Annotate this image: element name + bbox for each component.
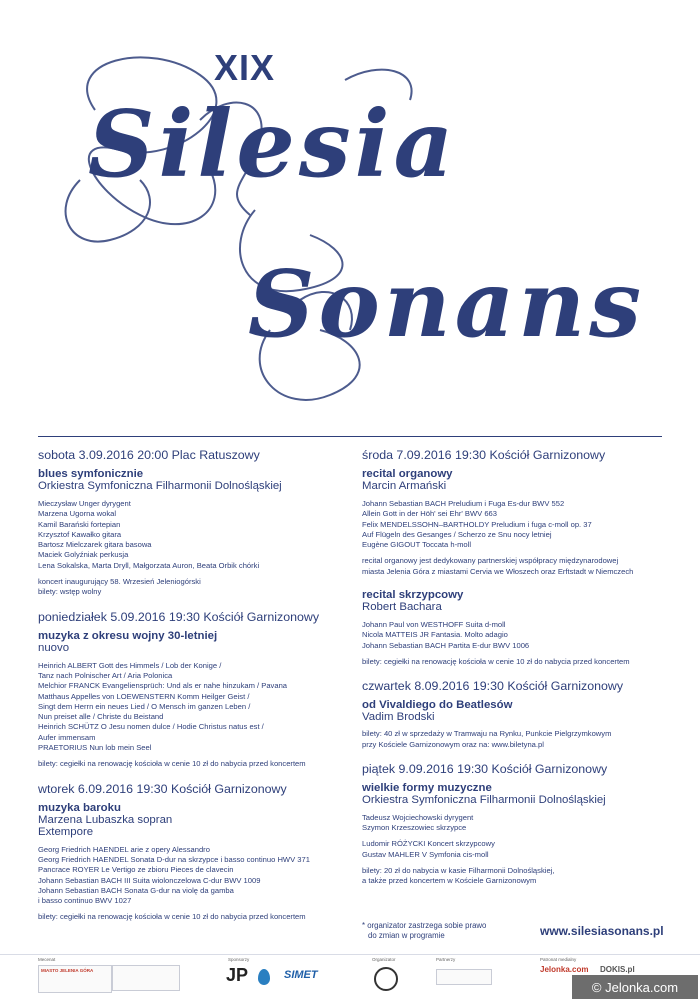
program-line: Johann Sebastian BACH Preludium i Fuga Es-dur BWV 552: [362, 499, 565, 508]
event-note: recital organowy jest dedykowany partnerskiej współpracy międzynarodowej: [362, 556, 619, 566]
event-title: blues symfonicznie: [38, 468, 144, 480]
program-line: Mieczysław Unger dyrygent: [38, 499, 131, 508]
program-list: [362, 813, 672, 860]
program-column-right: [362, 448, 672, 899]
footnote-line: do zmian w programie: [368, 931, 445, 940]
event-note: a także przed koncertem w Kościele Garnizonowym: [362, 876, 537, 886]
event-date-venue: środa 7.09.2016 19:30 Kościół Garnizonowy: [362, 448, 606, 462]
event-title: muzyka baroku: [38, 801, 121, 814]
program-line: Johann Sebastian BACH Partita E-dur BWV 1006: [362, 640, 530, 650]
event-performer: Vadim Brodski: [362, 711, 435, 724]
partner-logos: [436, 969, 492, 985]
program-line: Tadeusz Wojciechowski dyrygent: [362, 812, 474, 822]
event-performer: Marzena Lubaszka sopran: [38, 813, 173, 826]
program-line: Singt dem Herrn ein neues Lied / O Mensch im ganzen Leben /: [38, 701, 251, 711]
simet-logo: SIMET: [284, 969, 318, 981]
program-line: Melchior FRANCK Evangeliensprüch: Und als er nahe hinzukam / Pavana: [38, 681, 288, 691]
event-note: bilety: cegiełki na renowację kościoła w cenie 10 zł do nabycia przed koncertem: [38, 912, 306, 922]
event-note: bilety: 20 zł do nabycia w kasie Filharmonii Dolnośląskiej,: [362, 866, 555, 876]
event-title: muzyka z okresu wojny 30-letniej: [38, 629, 218, 642]
partner-logo: [112, 965, 180, 991]
program-line: Johann Sebastian BACH Sonata G-dur na violę da gamba: [38, 885, 234, 895]
program-line: Eugène GIGOUT Toccata h-moll: [362, 540, 472, 550]
festival-title-line1: Silesia: [88, 90, 458, 198]
festival-header: [0, 0, 700, 430]
program-column-left: [38, 448, 348, 935]
program-line: Gustav MAHLER V Symfonia cis-moll: [362, 849, 489, 859]
program-line: Bartosz Mielczarek gitara basowa: [38, 540, 152, 550]
program-line: Kamil Barański fortepian: [38, 519, 121, 529]
jp-logo: JP: [226, 965, 249, 985]
program-line: Auf Flügeln des Gesanges / Scherzo ze Snu nocy letniej: [362, 529, 552, 539]
divider: [38, 436, 662, 437]
event: [38, 448, 348, 598]
program-line: Georg Friedrich HAENDEL Sonata D-dur na skrzypce i basso continuo HWV 371: [38, 854, 310, 864]
event-note: miasta Jelenia Góra z miastami Cervia we Włoszech oraz Erftstadt w Niemczech: [362, 566, 634, 576]
event-date-venue: wtorek 6.09.2016 19:30 Kościół Garnizonowy: [38, 781, 287, 796]
program-line: Johann Sebastian BACH III Suita wiolonczelowa C-dur BWV 1009: [38, 875, 261, 885]
program-line: Georg Friedrich HAENDEL arie z opery Alessandro: [38, 844, 210, 854]
event-date-venue: sobota 3.09.2016 20:00 Plac Ratuszowy: [38, 448, 260, 462]
footnote: [362, 921, 486, 941]
event-note: bilety: 40 zł w sprzedaży w Tramwaju na Rynku, Punkcie Pielgrzymkowym: [362, 729, 612, 739]
event: [362, 589, 672, 667]
event-performer: Orkiestra Symfoniczna Filharmonii Dolnośląskiej: [38, 480, 282, 492]
sponsor-label: Sponsorzy: [228, 957, 250, 962]
event-title: wielkie formy muzyczne: [362, 781, 492, 794]
event-title: recital skrzypcowy: [362, 589, 464, 602]
drop-icon: [258, 969, 270, 985]
event: [362, 679, 672, 750]
program-line: Matthaus Appelles von LOEWENSTERN Komm Heilger Geist /: [38, 691, 250, 701]
watermark: © Jelonka.com: [572, 975, 698, 999]
event-note: przy Kościele Garnizonowym oraz na: www.biletyna.pl: [362, 739, 544, 749]
event: [38, 610, 348, 770]
event-performer: Marcin Armański: [362, 480, 447, 492]
event-note: bilety: wstęp wolny: [38, 587, 102, 597]
website-link[interactable]: www.silesiasonans.pl: [540, 924, 664, 938]
media-logo: Jelonka.com: [540, 965, 589, 974]
edition-number: XIX: [214, 47, 276, 88]
event-date-venue: czwartek 8.09.2016 19:30 Kościół Garnizonowy: [362, 679, 624, 694]
event: [362, 762, 672, 887]
sponsor-label: Organizator: [372, 957, 396, 962]
event-performer: Robert Bachara: [362, 601, 442, 614]
program-line: Aufer immensam: [38, 732, 96, 742]
program-list: [38, 845, 348, 907]
program-line: Allein Gott in der Höh' sei Ehr' BWV 663: [362, 509, 498, 519]
city-logo-text: MIASTO JELENIA GÓRA: [41, 968, 94, 973]
program-line: Szymon Krzeszowiec skrzypce: [362, 823, 467, 833]
event-note: bilety: cegiełki na renowację kościoła w cenie 10 zł do nabycia przed koncertem: [362, 656, 630, 666]
festival-title-line2: Sonans: [248, 250, 645, 358]
sponsor-label: Partnerzy: [436, 957, 456, 962]
program-line: i basso continuo BWV 1027: [38, 896, 132, 906]
program-line: PRAETORIUS Nun lob mein Seel: [38, 743, 152, 753]
event-performer: Orkiestra Symfoniczna Filharmonii Dolnośląskiej: [362, 793, 606, 806]
event-performer: Extempore: [38, 825, 94, 838]
program-line: Felix MENDELSSOHN–BARTHOLDY Preludium i fuga c-moll op. 37: [362, 519, 592, 529]
footnote-line: * organizator zastrzega sobie prawo: [362, 921, 487, 930]
event-title: recital organowy: [362, 468, 453, 480]
event-title: od Vivaldiego do Beatlesów: [362, 699, 513, 712]
sponsor-label: Patronat medialny: [540, 957, 577, 962]
program-line: Maciek Golyźniak perkusja: [38, 550, 129, 560]
event: [362, 448, 672, 577]
program-line: Krzysztof Kawałko gitara: [38, 529, 122, 539]
organizer-crest-icon: [374, 967, 398, 991]
event: [38, 782, 348, 923]
program-line: Ludomir RÓŻYCKI Koncert skrzypcowy: [362, 839, 495, 849]
event-date-venue: poniedziałek 5.09.2016 19:30 Kościół Garnizonowy: [38, 609, 320, 624]
program-line: Nicola MATTEIS JR Fantasia. Molto adagio: [362, 630, 508, 640]
program-list: [38, 661, 348, 754]
program-line: Tanz nach Polnischer Art / Aria Polonica: [38, 670, 173, 680]
event-note: bilety: cegiełki na renowację kościoła w cenie 10 zł do nabycia przed koncertem: [38, 759, 306, 769]
program-line: Lena Sokalska, Marta Dryll, Małgorzata Auron, Beata Orbik chórki: [38, 560, 260, 570]
program-line: Heinrich SCHÜTZ O Jesu nomen dulce / Hodie Christus natus est /: [38, 722, 264, 732]
event-performer: nuovo: [38, 641, 70, 654]
program-list: [362, 620, 672, 651]
event-note: koncert inaugurujący 58. Wrzesień Jeleniogórski: [38, 577, 201, 587]
program-list: [362, 499, 672, 550]
city-logo: [38, 965, 112, 993]
event-date-venue: piątek 9.09.2016 19:30 Kościół Garnizonowy: [362, 761, 608, 776]
ornament-flourish: [0, 0, 700, 430]
media-logo: DOKIS.pl: [600, 965, 635, 974]
sponsor-label: Mecenat: [38, 957, 56, 962]
program-line: Pancrace ROYER Le Vertigo ze zbioru Pieces de clavecin: [38, 865, 234, 875]
program-line: Marzena Ugorna wokal: [38, 509, 117, 519]
program-list: [38, 499, 348, 571]
program-line: Johann Paul von WESTHOFF Suita d-moll: [362, 620, 506, 630]
program-line: Nun preiset alle / Christe du Beistand: [38, 712, 164, 722]
program-line: Heinrich ALBERT Gott des Himmels / Lob der Konige /: [38, 660, 222, 670]
